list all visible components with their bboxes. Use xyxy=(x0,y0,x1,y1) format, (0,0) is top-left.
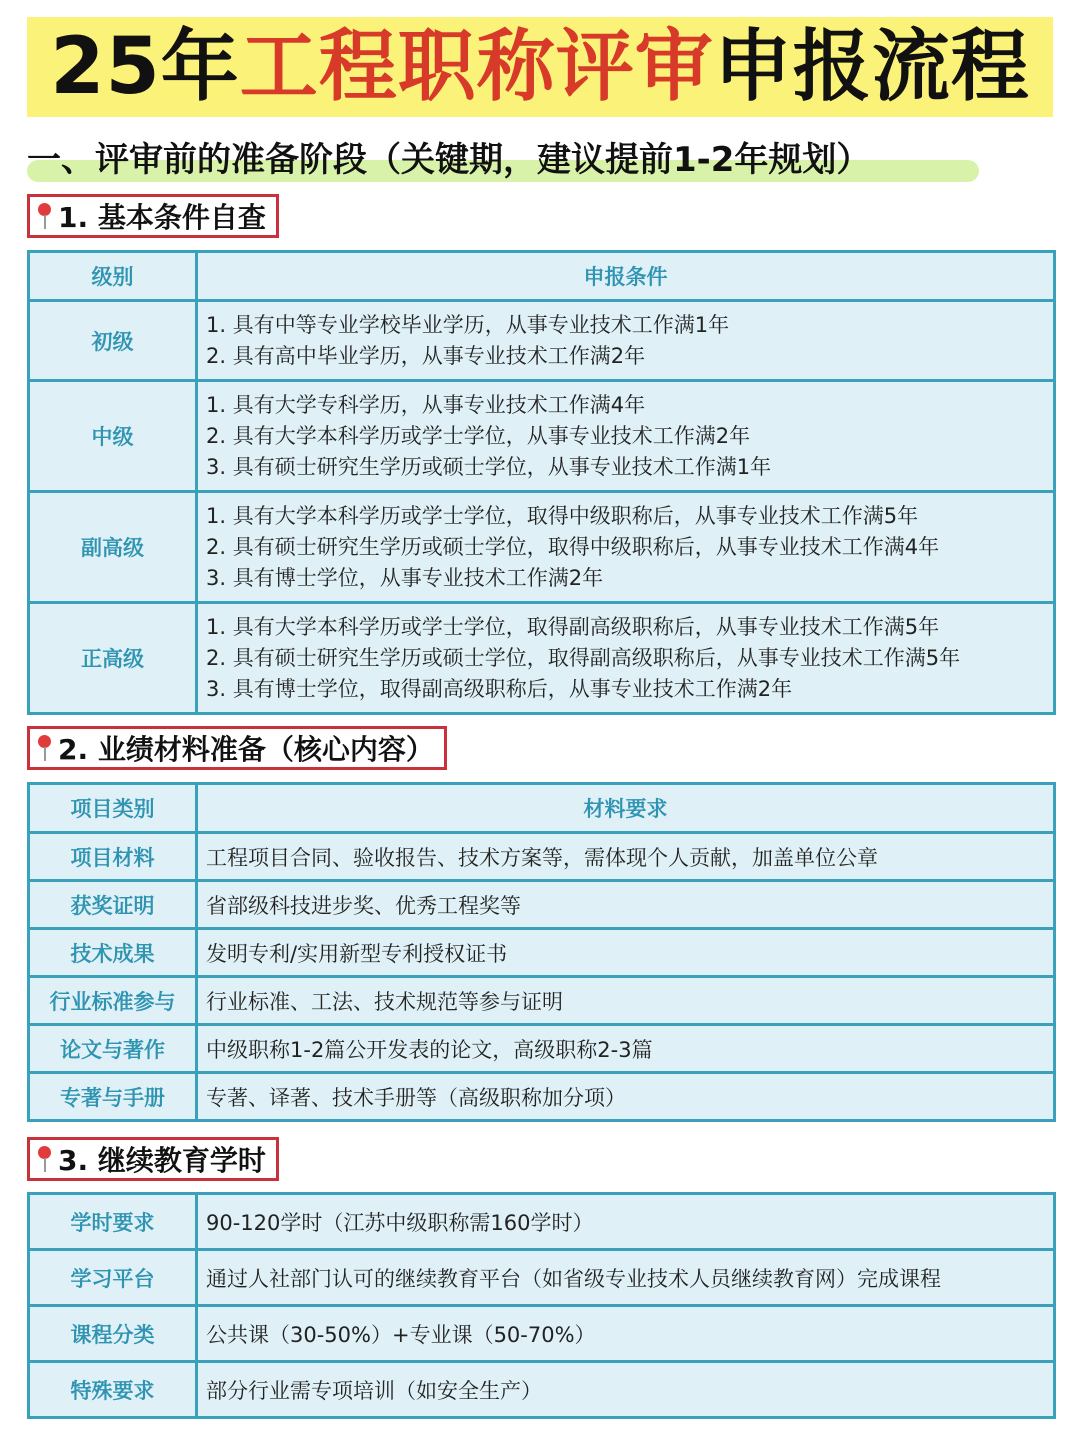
condition-line: 2. 具有高中毕业学历，从事专业技术工作满2年 xyxy=(206,343,646,368)
condition-line: 1. 具有中等专业学校毕业学历，从事专业技术工作满1年 xyxy=(206,312,730,337)
table-row xyxy=(29,492,1055,603)
detail-cell: 通过人社部门认可的继续教育平台（如省级专业技术人员继续教育网）完成课程 xyxy=(197,1250,1055,1306)
condition-line: 1. 具有大学专科学历，从事专业技术工作满4年 xyxy=(206,392,646,417)
part3-heading: 3. 继续教育学时 xyxy=(58,1144,266,1177)
category-cell: 获奖证明 xyxy=(29,881,197,929)
condition-line: 3. 具有硕士研究生学历或硕士学位，从事专业技术工作满1年 xyxy=(206,454,772,479)
materials-table xyxy=(27,782,1056,1122)
item-cell: 学时要求 xyxy=(29,1194,197,1250)
conditions-cell xyxy=(197,301,1055,381)
item-cell: 课程分类 xyxy=(29,1306,197,1362)
pin-icon xyxy=(36,1144,54,1174)
level-cell: 初级 xyxy=(29,301,197,381)
category-cell: 专著与手册 xyxy=(29,1073,197,1121)
education-table xyxy=(27,1192,1056,1419)
table-row xyxy=(29,833,1055,881)
title-prefix: 25年 xyxy=(50,22,240,112)
conditions-cell xyxy=(197,381,1055,492)
section-heading: 一、评审前的准备阶段（关键期，建议提前1-2年规划） xyxy=(27,140,871,180)
table-row xyxy=(29,1073,1055,1121)
header-category: 项目类别 xyxy=(29,784,197,833)
table-row xyxy=(29,1194,1055,1250)
conditions-cell xyxy=(197,603,1055,714)
table-row xyxy=(29,1250,1055,1306)
conditions-cell xyxy=(197,492,1055,603)
part3-heading-box xyxy=(27,1137,279,1181)
header-requirement: 材料要求 xyxy=(197,784,1055,833)
condition-line: 3. 具有博士学位，取得副高级职称后，从事专业技术工作满2年 xyxy=(206,676,793,701)
table-row xyxy=(29,603,1055,714)
page-title xyxy=(27,17,1053,117)
header-level: 级别 xyxy=(29,252,197,301)
part1-heading: 1. 基本条件自查 xyxy=(58,201,266,234)
requirement-cell: 中级职称1-2篇公开发表的论文，高级职称2-3篇 xyxy=(197,1025,1055,1073)
table-row xyxy=(29,301,1055,381)
requirement-cell: 行业标准、工法、技术规范等参与证明 xyxy=(197,977,1055,1025)
table-row xyxy=(29,929,1055,977)
table-row xyxy=(29,977,1055,1025)
detail-cell: 公共课（30-50%）+专业课（50-70%） xyxy=(197,1306,1055,1362)
category-cell: 论文与著作 xyxy=(29,1025,197,1073)
table-header-row xyxy=(29,252,1055,301)
pin-icon xyxy=(36,201,54,231)
requirement-cell: 专著、译著、技术手册等（高级职称加分项） xyxy=(197,1073,1055,1121)
level-cell: 正高级 xyxy=(29,603,197,714)
condition-line: 2. 具有硕士研究生学历或硕士学位，取得副高级职称后，从事专业技术工作满5年 xyxy=(206,645,961,670)
table-row xyxy=(29,381,1055,492)
condition-line: 2. 具有硕士研究生学历或硕士学位，取得中级职称后，从事专业技术工作满4年 xyxy=(206,534,940,559)
title-highlight: 工程职称评审 xyxy=(239,22,714,112)
condition-line: 3. 具有博士学位，从事专业技术工作满2年 xyxy=(206,565,604,590)
pin-icon xyxy=(36,733,54,763)
category-cell: 行业标准参与 xyxy=(29,977,197,1025)
part1-heading-box xyxy=(27,194,279,238)
condition-line: 1. 具有大学本科学历或学士学位，取得中级职称后，从事专业技术工作满5年 xyxy=(206,503,919,528)
requirement-cell: 发明专利/实用新型专利授权证书 xyxy=(197,929,1055,977)
condition-line: 2. 具有大学本科学历或学士学位，从事专业技术工作满2年 xyxy=(206,423,751,448)
category-cell: 项目材料 xyxy=(29,833,197,881)
part2-heading-box xyxy=(27,726,447,770)
table-row xyxy=(29,1362,1055,1418)
title-suffix: 申报流程 xyxy=(713,22,1030,112)
detail-cell: 部分行业需专项培训（如安全生产） xyxy=(197,1362,1055,1418)
level-cell: 副高级 xyxy=(29,492,197,603)
table-header-row xyxy=(29,784,1055,833)
part2-heading: 2. 业绩材料准备（核心内容） xyxy=(58,733,434,766)
table-row xyxy=(29,1306,1055,1362)
requirement-cell: 工程项目合同、验收报告、技术方案等，需体现个人贡献，加盖单位公章 xyxy=(197,833,1055,881)
level-cell: 中级 xyxy=(29,381,197,492)
table-row xyxy=(29,881,1055,929)
table-row xyxy=(29,1025,1055,1073)
header-conditions: 申报条件 xyxy=(197,252,1055,301)
category-cell: 技术成果 xyxy=(29,929,197,977)
conditions-table xyxy=(27,250,1056,715)
condition-line: 1. 具有大学本科学历或学士学位，取得副高级职称后，从事专业技术工作满5年 xyxy=(206,614,940,639)
requirement-cell: 省部级科技进步奖、优秀工程奖等 xyxy=(197,881,1055,929)
detail-cell: 90-120学时（江苏中级职称需160学时） xyxy=(197,1194,1055,1250)
item-cell: 特殊要求 xyxy=(29,1362,197,1418)
item-cell: 学习平台 xyxy=(29,1250,197,1306)
